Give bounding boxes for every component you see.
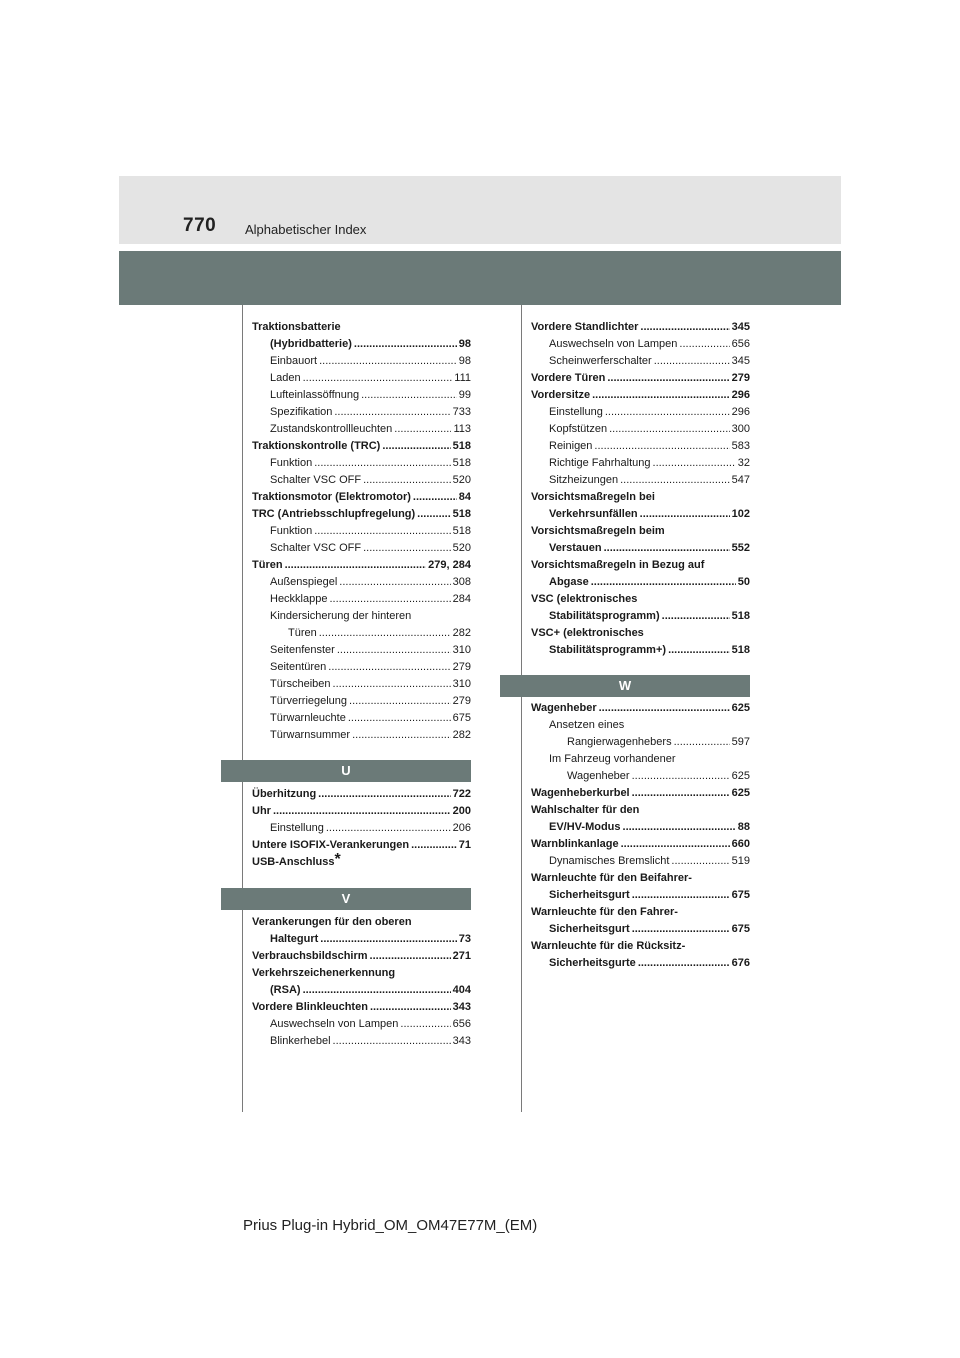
index-entry-page: 84	[458, 491, 471, 503]
dot-leader	[314, 523, 450, 540]
dot-leader	[662, 608, 730, 625]
index-entry	[531, 421, 750, 438]
index-entry-text: Türwarnsummer	[270, 729, 351, 741]
dot-leader	[654, 353, 730, 370]
index-entry	[531, 625, 750, 642]
index-entry-text: Funktion	[270, 457, 313, 469]
index-entry-page: 98	[458, 338, 471, 350]
dot-leader	[326, 820, 451, 837]
index-entry-page: 310	[452, 678, 471, 690]
index-entry	[252, 642, 471, 659]
index-entry-text: VSC+ (elektronisches	[531, 627, 644, 639]
index-entry	[252, 1033, 471, 1050]
index-entry-page: 279	[452, 661, 471, 673]
index-entry-page: 733	[452, 406, 471, 418]
index-entry	[252, 404, 471, 421]
index-entry-page: 547	[731, 474, 750, 486]
index-entry-text: Heckklappe	[270, 593, 328, 605]
index-entry	[531, 870, 750, 887]
index-entry-text: Einstellung	[270, 822, 324, 834]
index-entry-text: Seitentüren	[270, 661, 327, 673]
index-entry-page: 656	[452, 1018, 471, 1030]
index-entry-page: 660	[731, 838, 750, 850]
index-entry-text: Spezifikation	[270, 406, 333, 418]
index-entry-page: 296	[731, 406, 750, 418]
index-entry	[252, 625, 471, 642]
index-entry-page: 300	[731, 423, 750, 435]
index-entry-page: 73	[458, 933, 471, 945]
index-entry-page: 279, 284	[428, 559, 471, 571]
letter-heading-w: W	[500, 675, 750, 697]
dot-leader	[632, 768, 730, 785]
left-column-rule	[242, 305, 243, 1112]
index-entry-page: 520	[452, 474, 471, 486]
dot-leader	[394, 421, 451, 438]
index-entry	[531, 540, 750, 557]
dot-leader	[653, 455, 736, 472]
index-entry	[531, 751, 750, 768]
index-entry-page: 675	[731, 923, 750, 935]
dot-leader	[303, 370, 453, 387]
index-entry-page: 206	[452, 822, 471, 834]
index-entry-text: Verkehrsunfällen	[549, 508, 638, 520]
index-entry-text: Abgase	[549, 576, 589, 588]
dot-leader	[370, 999, 451, 1016]
page-number: 770	[183, 215, 217, 236]
index-column-right-w	[531, 700, 750, 972]
index-entry-text: USB-Anschluss	[252, 856, 335, 868]
index-entry	[252, 472, 471, 489]
index-entry	[531, 768, 750, 785]
index-entry	[531, 489, 750, 506]
index-entry-text: Türscheiben	[270, 678, 331, 690]
index-entry-text: Wagenheberkurbel	[531, 787, 630, 799]
index-entry-text: Funktion	[270, 525, 313, 537]
index-entry	[252, 676, 471, 693]
dot-leader	[319, 625, 451, 642]
index-entry-text: Vordere Türen	[531, 372, 606, 384]
index-entry-text: Scheinwerferschalter	[549, 355, 652, 367]
index-entry	[252, 786, 471, 803]
index-entry-page: 50	[737, 576, 750, 588]
index-entry-text: Außenspiegel	[270, 576, 338, 588]
dot-leader	[285, 557, 427, 574]
index-entry-text: Schalter VSC OFF	[270, 542, 362, 554]
index-column-right	[531, 319, 750, 659]
dot-leader	[349, 693, 451, 710]
index-entry-text: Ansetzen eines	[549, 719, 625, 731]
index-entry	[252, 931, 471, 948]
index-entry-page: 583	[731, 440, 750, 452]
index-entry-page: 88	[737, 821, 750, 833]
dot-leader	[363, 472, 451, 489]
index-entry-text: Traktionskontrolle (TRC)	[252, 440, 381, 452]
index-entry	[531, 904, 750, 921]
dot-leader	[674, 734, 730, 751]
index-entry	[252, 982, 471, 999]
index-entry-text: Wagenheber	[567, 770, 630, 782]
dot-leader	[594, 438, 729, 455]
index-entry-text: Verankerungen für den oberen	[252, 916, 412, 928]
index-entry-page: 518	[452, 457, 471, 469]
index-entry-page: 308	[452, 576, 471, 588]
index-entry-text: Wagenheber	[531, 702, 597, 714]
footer-document-id: Prius Plug-in Hybrid_OM_OM47E77M_(EM)	[243, 1217, 538, 1234]
index-entry-page: 113	[453, 423, 471, 435]
index-entry	[531, 921, 750, 938]
index-entry	[252, 523, 471, 540]
index-entry	[531, 336, 750, 353]
dot-leader	[621, 836, 730, 853]
dot-leader	[632, 921, 730, 938]
index-entry-page: 310	[452, 644, 471, 656]
index-entry-page: 520	[452, 542, 471, 554]
index-entry-page: 625	[731, 702, 750, 714]
index-entry-text: Kopfstützen	[549, 423, 608, 435]
index-entry-text: Sicherheitsgurt	[549, 923, 630, 935]
dot-leader	[679, 336, 729, 353]
dot-leader	[370, 948, 451, 965]
index-entry-text: Vorsichtsmaßregeln bei	[531, 491, 655, 503]
index-entry-page: 676	[731, 957, 750, 969]
index-entry	[531, 836, 750, 853]
index-entry	[531, 353, 750, 370]
index-entry-page: 675	[731, 889, 750, 901]
dot-leader	[348, 710, 451, 727]
dot-leader	[363, 540, 451, 557]
header-top-band	[119, 176, 841, 244]
index-entry-text: Uhr	[252, 805, 271, 817]
index-entry	[252, 455, 471, 472]
dot-leader	[400, 1016, 450, 1033]
index-entry-page: 279	[731, 372, 750, 384]
index-entry	[252, 591, 471, 608]
dot-leader	[318, 786, 450, 803]
index-entry	[252, 557, 471, 574]
dot-leader	[329, 591, 450, 608]
index-entry-text: Warnleuchte für den Fahrer-	[531, 906, 678, 918]
index-entry-page: 518	[452, 508, 471, 520]
dot-leader	[354, 336, 457, 353]
index-entry-page: 296	[731, 389, 750, 401]
index-entry-text: Sicherheitsgurt	[549, 889, 630, 901]
index-entry-text: Verbrauchsbildschirm	[252, 950, 368, 962]
index-entry	[252, 540, 471, 557]
index-entry-page: 200	[452, 805, 471, 817]
dot-leader	[273, 803, 451, 820]
index-entry-page: 282	[452, 729, 471, 741]
index-entry-text: Verkehrszeichenerkennung	[252, 967, 396, 979]
index-entry-text: Auswechseln von Lampen	[270, 1018, 399, 1030]
index-group-w	[531, 700, 750, 972]
asterisk-marker: *	[334, 851, 341, 868]
index-entry	[252, 438, 471, 455]
index-entry-page: 518	[731, 610, 750, 622]
index-entry-text: Im Fahrzeug vorhandener	[549, 753, 676, 765]
dot-leader	[417, 506, 450, 523]
index-entry-text: Türwarnleuchte	[270, 712, 346, 724]
index-entry-text: Stabilitätsprogramm)	[549, 610, 660, 622]
index-entry-text: Sitzheizungen	[549, 474, 619, 486]
header-dark-band	[119, 251, 841, 305]
index-entry	[252, 1016, 471, 1033]
index-entry	[531, 802, 750, 819]
index-entry	[531, 819, 750, 836]
index-entry-text: Vorsichtsmaßregeln beim	[531, 525, 665, 537]
dot-leader	[599, 700, 730, 717]
index-group-v	[252, 914, 471, 1050]
index-entry	[531, 608, 750, 625]
index-entry-text: Warnblinkanlage	[531, 838, 619, 850]
index-entry	[531, 557, 750, 574]
index-entry-text: Einbauort	[270, 355, 318, 367]
index-entry-text: Zustandskontrollleuchten	[270, 423, 393, 435]
index-entry-text: Auswechseln von Lampen	[549, 338, 678, 350]
dot-leader	[632, 887, 730, 904]
dot-leader	[591, 574, 736, 591]
section-title: Alphabetischer Index	[245, 222, 367, 237]
index-entry-text: Haltegurt	[270, 933, 319, 945]
dot-leader	[320, 931, 456, 948]
index-entry-text: Blinkerhebel	[270, 1035, 331, 1047]
index-group-u	[252, 786, 471, 871]
dot-leader	[632, 785, 730, 802]
index-entry	[252, 421, 471, 438]
index-entry-page: 111	[454, 372, 471, 384]
index-entry-page: 102	[731, 508, 750, 520]
index-entry	[252, 965, 471, 982]
index-entry-page: 518	[731, 644, 750, 656]
index-entry-text: Sicherheitsgurte	[549, 957, 636, 969]
index-group-v-continued	[531, 319, 750, 659]
index-entry-page: 271	[452, 950, 471, 962]
letter-heading-u: U	[221, 760, 471, 782]
index-entry-text: Kindersicherung der hinteren	[270, 610, 412, 622]
dot-leader	[303, 982, 451, 999]
index-entry-page: 71	[458, 839, 471, 851]
index-entry	[531, 506, 750, 523]
index-entry	[531, 574, 750, 591]
index-entry	[252, 506, 471, 523]
index-entry-page: 32	[737, 457, 750, 469]
index-entry	[252, 608, 471, 625]
index-entry-text: Türen	[252, 559, 283, 571]
index-entry-text: Warnleuchte für den Beifahrer-	[531, 872, 692, 884]
index-entry-page: 279	[452, 695, 471, 707]
index-entry-text: Verstauen	[549, 542, 602, 554]
index-column-left	[252, 319, 471, 744]
index-entry	[531, 717, 750, 734]
index-entry	[252, 387, 471, 404]
index-entry	[531, 523, 750, 540]
index-entry-text: Lufteinlassöffnung	[270, 389, 360, 401]
index-entry	[252, 693, 471, 710]
index-entry	[252, 659, 471, 676]
right-column-rule	[521, 305, 522, 1112]
dot-leader	[604, 540, 730, 557]
letter-heading-v: V	[221, 888, 471, 910]
index-entry	[531, 938, 750, 955]
index-entry	[252, 353, 471, 370]
index-entry	[252, 803, 471, 820]
index-entry-page: 343	[452, 1035, 471, 1047]
index-entry-text: Stabilitätsprogramm+)	[549, 644, 667, 656]
index-entry-page: 282	[452, 627, 471, 639]
dot-leader	[640, 319, 729, 336]
index-entry-page: 625	[731, 787, 750, 799]
index-entry	[252, 948, 471, 965]
index-entry-text: Richtige Fahrhaltung	[549, 457, 651, 469]
index-entry-page: 343	[452, 1001, 471, 1013]
dot-leader	[339, 574, 450, 591]
index-entry-text: Rangierwagenhebers	[567, 736, 672, 748]
dot-leader	[411, 837, 457, 854]
dot-leader	[333, 676, 451, 693]
index-entry-page: 552	[731, 542, 750, 554]
index-entry	[531, 370, 750, 387]
index-entry	[252, 727, 471, 744]
dot-leader	[638, 955, 730, 972]
index-entry-text: (RSA)	[270, 984, 301, 996]
index-entry	[531, 387, 750, 404]
index-entry-text: Einstellung	[549, 406, 603, 418]
index-entry	[531, 319, 750, 336]
index-entry-page: 675	[452, 712, 471, 724]
index-entry	[531, 642, 750, 659]
index-entry	[531, 785, 750, 802]
index-column-left-u	[252, 786, 471, 871]
dot-leader	[334, 404, 450, 421]
dot-leader	[640, 506, 730, 523]
index-entry	[531, 404, 750, 421]
index-entry-page: 597	[731, 736, 750, 748]
index-entry-text: Türen	[288, 627, 317, 639]
dot-leader	[605, 404, 730, 421]
index-entry-text: Schalter VSC OFF	[270, 474, 362, 486]
index-entry	[252, 574, 471, 591]
index-entry-page: 518	[452, 440, 471, 452]
dot-leader	[623, 819, 736, 836]
index-entry-page: 345	[731, 321, 750, 333]
index-entry	[531, 887, 750, 904]
index-group-t	[252, 319, 471, 744]
dot-leader	[319, 353, 457, 370]
dot-leader	[609, 421, 730, 438]
index-entry	[531, 853, 750, 870]
index-entry-text: (Hybridbatterie)	[270, 338, 352, 350]
index-entry	[531, 591, 750, 608]
dot-leader	[668, 642, 730, 659]
index-entry	[252, 851, 471, 871]
index-entry	[252, 489, 471, 506]
dot-leader	[337, 642, 451, 659]
index-entry-page: 284	[452, 593, 471, 605]
index-entry	[252, 370, 471, 387]
dot-leader	[382, 438, 450, 455]
index-entry	[252, 914, 471, 931]
index-entry-text: VSC (elektronisches	[531, 593, 638, 605]
dot-leader	[314, 455, 450, 472]
index-entry	[252, 336, 471, 353]
index-entry-page: 345	[731, 355, 750, 367]
dot-leader	[328, 659, 450, 676]
index-entry-page: 625	[731, 770, 750, 782]
index-entry-page: 519	[731, 855, 750, 867]
dot-leader	[592, 387, 730, 404]
dot-leader	[413, 489, 457, 506]
index-entry-text: Warnleuchte für die Rücksitz-	[531, 940, 686, 952]
index-entry-page: 98	[458, 355, 471, 367]
index-entry-text: Türverriegelung	[270, 695, 348, 707]
index-entry-page: 404	[452, 984, 471, 996]
index-entry	[531, 955, 750, 972]
index-entry-text: Seitenfenster	[270, 644, 335, 656]
dot-leader	[671, 853, 729, 870]
index-entry	[531, 472, 750, 489]
index-entry-page: 656	[731, 338, 750, 350]
index-entry-text: Vordersitze	[531, 389, 591, 401]
index-entry	[531, 700, 750, 717]
index-entry-text: Traktionsmotor (Elektromotor)	[252, 491, 411, 503]
index-entry-text: Traktionsbatterie	[252, 321, 341, 333]
dot-leader	[620, 472, 730, 489]
index-entry-page: 99	[458, 389, 471, 401]
index-entry-text: Reinigen	[549, 440, 593, 452]
index-entry-text: Wahlschalter für den	[531, 804, 640, 816]
index-entry-text: EV/HV-Modus	[549, 821, 621, 833]
index-entry	[531, 438, 750, 455]
index-entry	[252, 820, 471, 837]
index-entry-text: Vorsichtsmaßregeln in Bezug auf	[531, 559, 705, 571]
index-entry-text: Vordere Blinkleuchten	[252, 1001, 368, 1013]
index-entry-page: 518	[452, 525, 471, 537]
index-entry-text: TRC (Antriebsschlupfregelung)	[252, 508, 416, 520]
index-entry	[531, 455, 750, 472]
index-entry-text: Dynamisches Bremslicht	[549, 855, 670, 867]
index-entry	[252, 837, 471, 854]
dot-leader	[352, 727, 451, 744]
index-entry-text: Untere ISOFIX-Verankerungen	[252, 839, 410, 851]
index-entry-page: 722	[452, 788, 471, 800]
index-entry-text: Überhitzung	[252, 788, 317, 800]
dot-leader	[361, 387, 457, 404]
index-entry-text: Laden	[270, 372, 301, 384]
index-entry-text: Vordere Standlichter	[531, 321, 639, 333]
index-entry	[252, 319, 471, 336]
index-entry	[252, 710, 471, 727]
dot-leader	[607, 370, 729, 387]
index-column-left-v	[252, 914, 471, 1050]
index-entry	[252, 999, 471, 1016]
index-entry	[531, 734, 750, 751]
dot-leader	[333, 1033, 451, 1050]
